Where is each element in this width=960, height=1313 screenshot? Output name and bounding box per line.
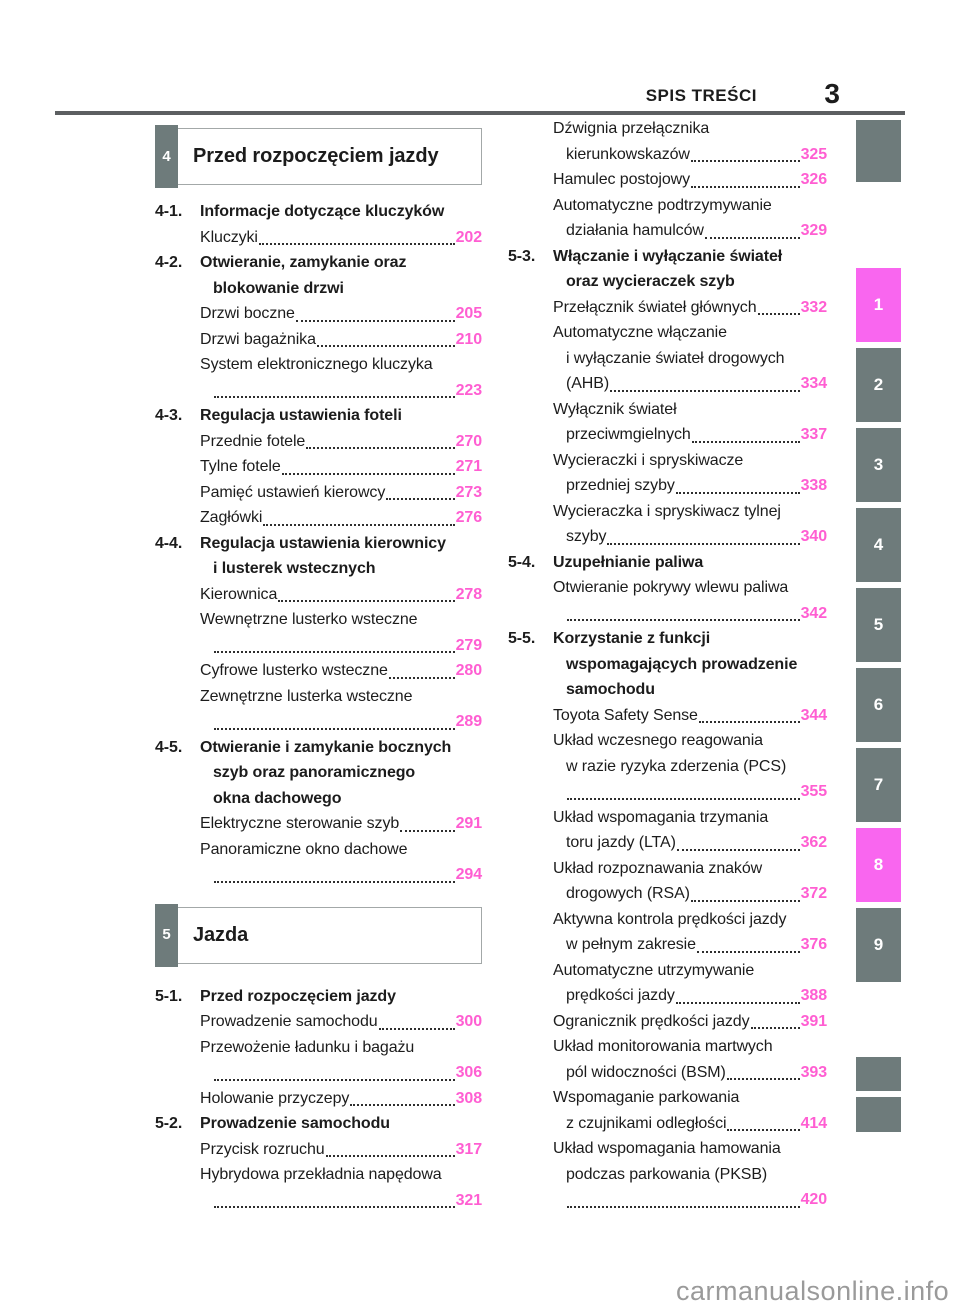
section-title-line: Przed rozpoczęciem jazdy — [200, 987, 396, 1005]
entry-text-line: Wewnętrzne lusterko wsteczne — [200, 611, 418, 628]
entry-page-number: 205 — [455, 305, 482, 322]
toc-entry — [155, 582, 482, 608]
entry-text-line: z czujnikami odległości — [566, 1114, 727, 1132]
dot-leader — [751, 1009, 800, 1030]
dot-leader — [691, 167, 800, 188]
section-title-line: Regulacja ustawienia kierownicy — [200, 534, 446, 552]
dot-leader — [697, 932, 800, 953]
entry-page-number: 325 — [800, 145, 827, 163]
section-number: 5-1. — [155, 987, 183, 1005]
entry-page-number: 340 — [800, 528, 827, 545]
toc-entry — [508, 193, 827, 244]
page-header-title: SPIS TREŚCI — [645, 86, 757, 105]
entry-text-line: Wycieraczki i spryskiwacze — [553, 451, 744, 469]
entry-leader-row — [200, 225, 482, 251]
section-title-line: Uzupełnianie paliwa — [553, 553, 704, 571]
entry-page-number: 202 — [455, 228, 482, 246]
entry-text-line: Zewnętrzne lusterka wsteczne — [200, 687, 413, 705]
entry-text-line: Dźwignia przełącznika — [553, 120, 710, 137]
toc-entry — [508, 397, 827, 448]
toc-entry — [508, 1009, 827, 1035]
entry-leader-row — [200, 480, 482, 506]
entry-text-line: Przewożenie ładunku i bagażu — [200, 1038, 415, 1056]
section-title-line: okna dachowego — [213, 789, 342, 807]
entry-leader-row — [553, 1060, 827, 1086]
toc-entry — [508, 116, 827, 167]
section-title-line: Otwieranie, zamykanie oraz — [200, 254, 407, 271]
entry-leader-row — [553, 703, 827, 729]
dot-leader — [350, 1086, 454, 1107]
dot-leader — [214, 1060, 455, 1081]
entry-page-number: 342 — [800, 604, 827, 622]
section-title-line: wspomagających prowadzenie — [566, 655, 798, 673]
dot-leader — [610, 371, 800, 392]
entry-leader-row — [553, 295, 827, 321]
toc-entry — [155, 480, 482, 506]
entry-text-line: Drzwi bagażnika — [200, 330, 316, 348]
dot-leader — [567, 1187, 800, 1208]
entry-leader-row — [200, 582, 482, 608]
dot-leader — [758, 295, 800, 316]
entry-leader-row — [553, 218, 827, 244]
entry-text-line: prędkości jazdy — [566, 987, 675, 1004]
page-number: 3 — [824, 78, 840, 109]
section-number: 4-1. — [155, 203, 183, 220]
entry-text-line: Układ monitorowania martwych — [553, 1038, 773, 1055]
entry-page-number: 362 — [800, 834, 827, 851]
section-title-line: i lusterek wstecznych — [213, 560, 376, 577]
entry-text-line: Wspomaganie parkowania — [553, 1089, 740, 1106]
toc-entry — [508, 167, 827, 193]
entry-leader-row — [553, 422, 827, 448]
dot-leader — [692, 422, 800, 443]
entry-leader-row — [553, 983, 827, 1009]
toc-section — [155, 1111, 482, 1137]
entry-leader-row — [200, 862, 482, 888]
dot-leader — [676, 473, 800, 494]
entry-text-line: Drzwi boczne — [200, 305, 295, 322]
dot-leader — [676, 983, 800, 1004]
dot-leader — [214, 862, 455, 883]
chapter-tab-5: 5 — [856, 588, 901, 662]
toc-section — [155, 199, 482, 225]
entry-text-line: Pamięć ustawień kierowcy — [200, 483, 386, 501]
toc-entry — [155, 352, 482, 403]
dot-leader — [263, 505, 454, 526]
entry-page-number: 376 — [800, 936, 827, 953]
entry-leader-row — [200, 1060, 482, 1086]
entry-page-number: 300 — [455, 1013, 482, 1030]
entry-leader-row — [553, 779, 827, 805]
toc-entry — [155, 684, 482, 735]
section-title-line: Korzystanie z funkcji — [553, 630, 711, 647]
entry-text-line: Układ wczesnego reagowania — [553, 732, 763, 749]
entry-text-line: Otwieranie pokrywy wlewu paliwa — [553, 579, 789, 596]
toc-entry — [155, 327, 482, 353]
dot-leader — [326, 1137, 455, 1158]
section-number: 4-5. — [155, 738, 183, 756]
entry-text-line: kierunkowskazów — [566, 145, 690, 163]
entry-text-line: Automatyczne podtrzymywanie — [553, 196, 772, 214]
entry-text-line: toru jazdy (LTA) — [566, 834, 676, 851]
entry-leader-row — [200, 454, 482, 480]
entry-leader-row — [553, 142, 827, 168]
entry-text-line: Automatyczne utrzymywanie — [553, 961, 755, 979]
dot-leader — [691, 142, 800, 163]
section-title — [553, 626, 827, 703]
entry-page-number: 306 — [455, 1064, 482, 1081]
entry-page-number: 289 — [455, 713, 482, 730]
toc-entry — [155, 811, 482, 837]
section-number: 5-4. — [508, 553, 536, 571]
entry-page-number: 332 — [800, 298, 827, 316]
dot-leader — [389, 658, 455, 679]
toc-entry — [155, 429, 482, 455]
entry-leader-row — [553, 1009, 827, 1035]
dot-leader — [259, 225, 455, 246]
toc-entry — [155, 1086, 482, 1112]
entry-page-number: 334 — [800, 375, 827, 392]
chapter-tab-6: 6 — [856, 668, 901, 742]
entry-page-number: 391 — [800, 1012, 827, 1030]
section-title-line: samochodu — [566, 681, 655, 698]
entry-page-number: 279 — [455, 636, 482, 654]
entry-text-line: w pełnym zakresie — [566, 936, 696, 953]
section-title-line: Regulacja ustawienia foteli — [200, 407, 402, 424]
section-number: 4-4. — [155, 534, 183, 552]
entry-leader-row — [200, 1137, 482, 1163]
entry-text-line: Prowadzenie samochodu — [200, 1013, 378, 1030]
toc-entry — [155, 454, 482, 480]
dot-leader — [727, 1111, 799, 1132]
entry-page-number: 210 — [455, 330, 482, 348]
entry-text-line: Holowanie przyczepy — [200, 1089, 350, 1107]
dot-leader — [214, 1188, 455, 1209]
toc-entry — [155, 607, 482, 658]
entry-leader-row — [200, 709, 482, 735]
entry-text-line: Zagłówki — [200, 509, 263, 526]
section-title — [200, 403, 482, 429]
entry-leader-row — [200, 378, 482, 404]
entry-page-number: 414 — [800, 1114, 827, 1132]
entry-page-number: 372 — [800, 885, 827, 902]
dot-leader — [214, 633, 455, 654]
entry-leader-row — [553, 932, 827, 958]
blank-tab-top — [856, 120, 901, 182]
dot-leader — [306, 429, 454, 450]
toc-section — [155, 735, 482, 812]
entry-text-line: Hamulec postojowy — [553, 171, 691, 188]
chapter-tab-3: 3 — [856, 428, 901, 502]
watermark: carmanualsonline.info — [676, 1276, 950, 1306]
entry-page-number: 276 — [455, 509, 482, 526]
entry-text-line: System elektronicznego kluczyka — [200, 356, 433, 373]
dot-leader — [691, 881, 800, 902]
entry-leader-row — [553, 881, 827, 907]
entry-page-number: 273 — [455, 483, 482, 501]
toc-entry — [508, 1136, 827, 1213]
section-number: 5-2. — [155, 1115, 183, 1132]
toc-entry — [155, 1009, 482, 1035]
entry-page-number: 337 — [800, 426, 827, 443]
chapter-title: Jazda — [193, 923, 249, 946]
entry-leader-row — [553, 1187, 827, 1213]
entry-page-number: 355 — [800, 783, 827, 800]
entry-leader-row — [553, 830, 827, 856]
entry-text-line: Elektryczne sterowanie szyb — [200, 815, 400, 832]
toc-entry — [508, 1085, 827, 1136]
dot-leader — [705, 218, 800, 239]
section-title — [200, 1111, 482, 1137]
entry-text-line: i wyłączanie świateł drogowych — [566, 349, 785, 367]
toc-entry — [508, 499, 827, 550]
toc-entry — [155, 1137, 482, 1163]
section-number: 4-2. — [155, 254, 183, 271]
entry-text-line: szyby — [566, 528, 607, 545]
chapter-number-tab: 4 — [155, 125, 178, 188]
toc-entry — [155, 1162, 482, 1213]
entry-text-line: Aktywna kontrola prędkości jazdy — [553, 910, 787, 928]
toc-entry — [155, 301, 482, 327]
entry-page-number: 329 — [800, 222, 827, 239]
toc-entry — [508, 703, 827, 729]
toc-entry — [155, 1035, 482, 1086]
dot-leader — [677, 830, 800, 851]
entry-leader-row — [200, 658, 482, 684]
toc-entry — [508, 575, 827, 626]
toc-section — [508, 244, 827, 295]
entry-page-number: 388 — [800, 987, 827, 1004]
entry-text-line: Wycieraczka i spryskiwacz tylnej — [553, 502, 781, 520]
toc-entry — [508, 728, 827, 805]
dot-leader — [379, 1009, 455, 1030]
entry-text-line: Automatyczne włączanie — [553, 324, 727, 341]
entry-page-number: 420 — [800, 1191, 827, 1208]
entry-leader-row — [553, 1111, 827, 1137]
toc-section — [155, 984, 482, 1010]
entry-leader-row — [200, 1009, 482, 1035]
section-title-line: szyb oraz panoramicznego — [213, 764, 416, 781]
entry-page-number: 393 — [800, 1063, 827, 1081]
entry-leader-row — [200, 633, 482, 659]
toc-section — [508, 626, 827, 703]
section-title-line: Prowadzenie samochodu — [200, 1115, 390, 1132]
toc-entry — [508, 448, 827, 499]
toc-entry — [508, 320, 827, 397]
entry-text-line: Toyota Safety Sense — [553, 706, 698, 724]
chapter-box — [155, 907, 482, 964]
entry-text-line: pól widoczności (BSM) — [566, 1063, 726, 1081]
section-title — [553, 550, 827, 576]
entry-text-line: Ogranicznik prędkości jazdy — [553, 1012, 750, 1030]
entry-page-number: 326 — [800, 171, 827, 188]
toc-entry — [155, 837, 482, 888]
entry-text-line: Kluczyki — [200, 228, 258, 246]
dot-leader — [607, 524, 799, 545]
chapter-title: Przed rozpoczęciem jazdy — [193, 145, 439, 167]
chapter-tab-2: 2 — [856, 348, 901, 422]
section-title — [200, 199, 482, 225]
section-title — [200, 984, 482, 1010]
toc-column-left — [155, 128, 482, 1213]
entry-text-line: Wyłącznik świateł — [553, 400, 677, 418]
section-title-line: Otwieranie i zamykanie bocznych — [200, 738, 452, 756]
blank-tab-bottom-1 — [856, 1057, 901, 1091]
toc-column-right — [508, 116, 827, 1213]
entry-page-number: 271 — [455, 458, 482, 475]
chapter-tab-9: 9 — [856, 908, 901, 982]
section-title-line: Informacje dotyczące kluczyków — [200, 203, 445, 220]
entry-leader-row — [200, 301, 482, 327]
chapter-box — [155, 128, 482, 185]
dot-leader — [727, 1060, 800, 1081]
toc-entry — [508, 856, 827, 907]
chapter-tab-7: 7 — [856, 748, 901, 822]
chapter-tab-8: 8 — [856, 828, 901, 902]
blank-tab-bottom-2 — [856, 1097, 901, 1132]
entry-leader-row — [553, 601, 827, 627]
toc-section — [508, 550, 827, 576]
entry-leader-row — [553, 473, 827, 499]
toc-entry — [508, 295, 827, 321]
chapter-tab-4: 4 — [856, 508, 901, 582]
entry-text-line: (AHB) — [566, 375, 610, 392]
entry-text-line: Przełącznik świateł głównych — [553, 298, 757, 316]
dot-leader — [567, 601, 800, 622]
section-number: 5-5. — [508, 630, 536, 647]
dot-leader — [214, 709, 455, 730]
entry-text-line: Przednie fotele — [200, 432, 306, 450]
entry-page-number: 278 — [455, 585, 482, 603]
dot-leader — [214, 378, 455, 399]
toc-section — [155, 531, 482, 582]
entry-page-number: 338 — [800, 477, 827, 494]
dot-leader — [296, 301, 455, 322]
entry-text-line: przeciwmgielnych — [566, 426, 691, 443]
entry-page-number: 270 — [455, 432, 482, 450]
entry-page-number: 317 — [455, 1140, 482, 1158]
dot-leader — [317, 327, 455, 348]
entry-leader-row — [200, 811, 482, 837]
entry-page-number: 280 — [455, 662, 482, 679]
entry-text-line: w razie ryzyka zderzenia (PCS) — [566, 757, 787, 775]
entry-text-line: Układ rozpoznawania znaków — [553, 859, 763, 877]
entry-leader-row — [200, 1086, 482, 1112]
entry-leader-row — [553, 371, 827, 397]
entry-leader-row — [200, 505, 482, 531]
toc-entry — [155, 225, 482, 251]
section-title — [553, 244, 827, 295]
toc-entry — [508, 958, 827, 1009]
entry-text-line: Hybrydowa przekładnia napędowa — [200, 1166, 442, 1183]
entry-page-number: 291 — [455, 815, 482, 832]
toc-entry — [155, 658, 482, 684]
entry-text-line: Układ wspomagania trzymania — [553, 808, 769, 826]
header-rule — [55, 111, 905, 115]
section-number: 5-3. — [508, 247, 536, 265]
entry-leader-row — [200, 1188, 482, 1214]
section-title-line: Włączanie i wyłączanie świateł — [553, 247, 783, 265]
toc-entry — [508, 907, 827, 958]
toc-entry — [508, 1034, 827, 1085]
entry-page-number: 223 — [455, 381, 482, 399]
entry-page-number: 344 — [800, 706, 827, 724]
section-title-line: oraz wycieraczek szyb — [566, 273, 735, 290]
entry-leader-row — [553, 524, 827, 550]
entry-leader-row — [553, 167, 827, 193]
dot-leader — [282, 454, 455, 475]
entry-page-number: 308 — [455, 1089, 482, 1107]
toc-entry — [155, 505, 482, 531]
toc-section — [155, 250, 482, 301]
entry-text-line: Panoramiczne okno dachowe — [200, 840, 408, 858]
section-title — [200, 531, 482, 582]
entry-text-line: przedniej szyby — [566, 477, 675, 494]
entry-text-line: drogowych (RSA) — [566, 885, 690, 902]
section-number: 4-3. — [155, 407, 183, 424]
entry-text-line: podczas parkowania (PKSB) — [566, 1165, 768, 1183]
dot-leader — [400, 811, 454, 832]
entry-text-line: Przycisk rozruchu — [200, 1140, 325, 1158]
toc-entry — [508, 805, 827, 856]
dot-leader — [278, 582, 454, 603]
entry-text-line: Tylne fotele — [200, 458, 281, 475]
toc-section — [155, 403, 482, 429]
chapter-tab-1: 1 — [856, 268, 901, 342]
dot-leader — [567, 779, 800, 800]
section-title — [200, 250, 482, 301]
section-title-line: blokowanie drzwi — [213, 279, 344, 297]
entry-text-line: Układ wspomagania hamowania — [553, 1140, 781, 1157]
dot-leader — [699, 703, 800, 724]
entry-page-number: 294 — [455, 866, 482, 883]
entry-text-line: Kierownica — [200, 585, 278, 603]
entry-leader-row — [200, 429, 482, 455]
entry-page-number: 321 — [455, 1191, 482, 1209]
section-title — [200, 735, 482, 812]
dot-leader — [386, 480, 454, 501]
entry-text-line: działania hamulców — [566, 222, 704, 239]
chapter-number-tab: 5 — [155, 904, 178, 967]
entry-text-line: Cyfrowe lusterko wsteczne — [200, 662, 388, 679]
entry-leader-row — [200, 327, 482, 353]
